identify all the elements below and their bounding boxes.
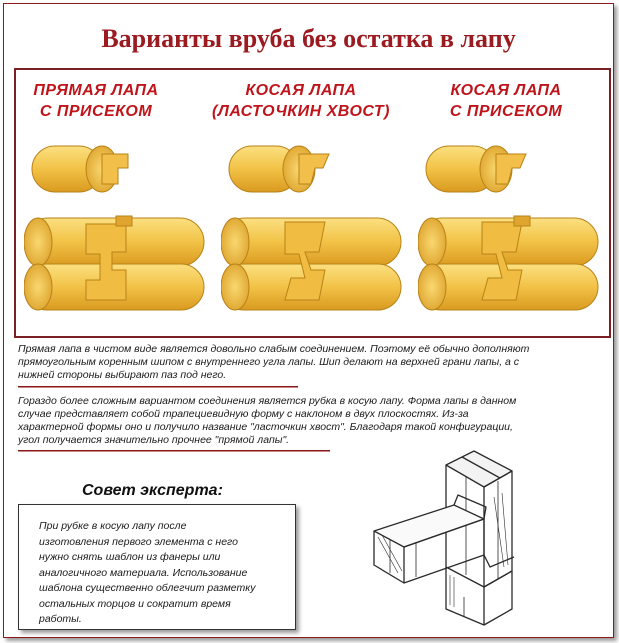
expert-line: шаблона существенно облегчит разметку bbox=[39, 582, 256, 594]
paragraph-line: случае представляет собой трапециевидную форму с наклоном в двух плоскостях. Из-за bbox=[18, 408, 469, 420]
expert-line: изготовления первого элемента с него bbox=[39, 535, 238, 548]
expert-heading: Совет эксперта: bbox=[82, 482, 223, 499]
dovetail-sketch-drawing bbox=[354, 447, 574, 627]
paragraph-line: нижней стороны выбирают паз под него. bbox=[18, 369, 227, 381]
expert-line: При рубке в косую лапу после bbox=[39, 520, 187, 532]
paragraph-dovetail-joint bbox=[18, 395, 516, 447]
paragraph-line: Гораздо более сложным вариантом соединения является рубка в косую лапу. Форма лапы в данном bbox=[18, 395, 517, 407]
joint-label-line1: КОСАЯ ЛАПА bbox=[450, 82, 562, 99]
joint-label-line2: (ЛАСТОЧКИН ХВОСТ) bbox=[212, 103, 390, 120]
expert-tip-text bbox=[39, 519, 255, 628]
expert-line: аналогичного материала. Использование bbox=[39, 566, 248, 579]
straight-joint-illustration bbox=[24, 128, 209, 328]
page bbox=[3, 3, 614, 638]
expert-line: работы. bbox=[39, 613, 82, 625]
joint-label-dovetail bbox=[201, 80, 401, 122]
joint-label-oblique bbox=[416, 80, 596, 122]
underline-divider bbox=[18, 386, 298, 388]
dovetail-joint-illustration bbox=[221, 128, 406, 328]
page-title: Варианты вруба без остатка в лапу bbox=[101, 24, 516, 53]
paragraph-line: Прямая лапа в чистом виде является довольно слабым соединением. Поэтому её обычно дополняют bbox=[18, 343, 530, 355]
paragraph-line: характерной формы оно и получило название "ласточкин хвост". Благодаря такой конфигурации, bbox=[18, 421, 513, 433]
expert-line: нужно снять шаблон из фанеры или bbox=[39, 551, 221, 563]
expert-tip-box bbox=[18, 504, 296, 630]
underline-divider bbox=[18, 450, 330, 452]
joint-label-line1: ПРЯМАЯ ЛАПА bbox=[33, 82, 159, 99]
expert-line: остальных торцов и сократит время bbox=[39, 597, 231, 610]
joint-label-straight bbox=[16, 80, 176, 122]
joint-label-line2: С ПРИСЕКОМ bbox=[39, 103, 153, 120]
paragraph-line: прямоугольным коренным шипом с внутреннего угла лапы. Шип делают на верхней грани лапы, а с bbox=[18, 356, 520, 368]
paragraph-line: угол получается значительно прочнее "прямой лапы". bbox=[18, 434, 290, 446]
oblique-joint-illustration bbox=[418, 128, 603, 328]
joints-figure bbox=[14, 68, 611, 338]
joint-label-line2: С ПРИСЕКОМ bbox=[449, 103, 563, 120]
paragraph-straight-joint bbox=[18, 343, 529, 382]
joint-label-line1: КОСАЯ ЛАПА bbox=[245, 82, 357, 99]
